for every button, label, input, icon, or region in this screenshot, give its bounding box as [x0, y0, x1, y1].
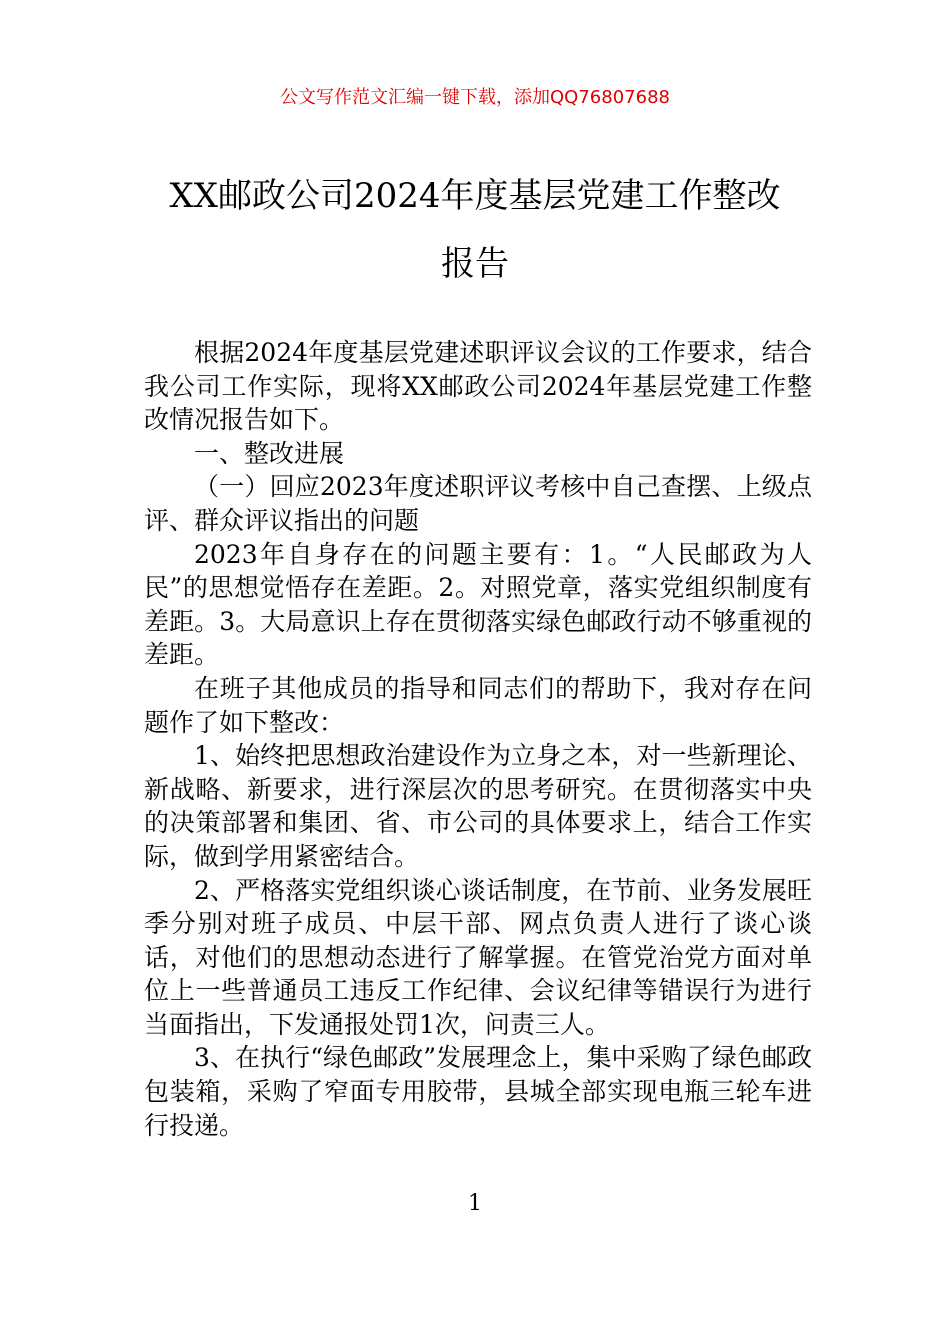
- paragraph-rectification-intro: 在班子其他成员的指导和同志们的帮助下，我对存在问题作了如下整改：: [144, 673, 812, 737]
- paragraph-item-1: 1、始终把思想政治建设作为立身之本，对一些新理论、新战略、新要求，进行深层次的思考研究。在贯彻落实中央的决策部署和集团、省、市公司的具体要求上，结合工作实际，做到学用紧密结合。: [144, 741, 812, 871]
- subsection-heading-1: （一）回应2023年度述职评议考核中自己查摆、上级点评、群众评议指出的问题: [144, 472, 812, 535]
- paragraph-item-3: 3、在执行“绿色邮政”发展理念上，集中采购了绿色邮政包装箱，采购了窄面专用胶带，县城全部实现电瓶三轮车进行投递。: [144, 1043, 812, 1140]
- paragraph-intro: 根据2024年度基层党建述职评议会议的工作要求，结合我公司工作实际，现将XX邮政公司2024年基层党建工作整改情况报告如下。: [144, 338, 812, 435]
- document-body: [144, 336, 812, 1142]
- document-title-line-2: 报告: [441, 244, 509, 284]
- page-number: 1: [468, 1191, 482, 1216]
- paragraph-problems: 2023年自身存在的问题主要有：1。“人民邮政为人民”的思想觉悟存在差距。2。对照党章，落实党组织制度有差距。3。大局意识上存在贯彻落实绿色邮政行动不够重视的差距。: [144, 539, 812, 670]
- watermark-header: 公文写作范文汇编一键下载，添加QQ76807688: [280, 87, 670, 108]
- paragraph-item-2: 2、严格落实党组织谈心谈话制度，在节前、业务发展旺季分别对班子成员、中层干部、网点负责人进行了谈心谈话，对他们的思想动态进行了解掌握。在管党治党方面对单位上一些普通员工违反工作纪律、会议纪律等错误行为进行当面指出，下发通报处罚1次，问责三人。: [144, 875, 812, 1039]
- document-title-line-1: XX邮政公司2024年度基层党建工作整改: [169, 176, 781, 216]
- section-heading-1: 一、整改进展: [194, 438, 345, 468]
